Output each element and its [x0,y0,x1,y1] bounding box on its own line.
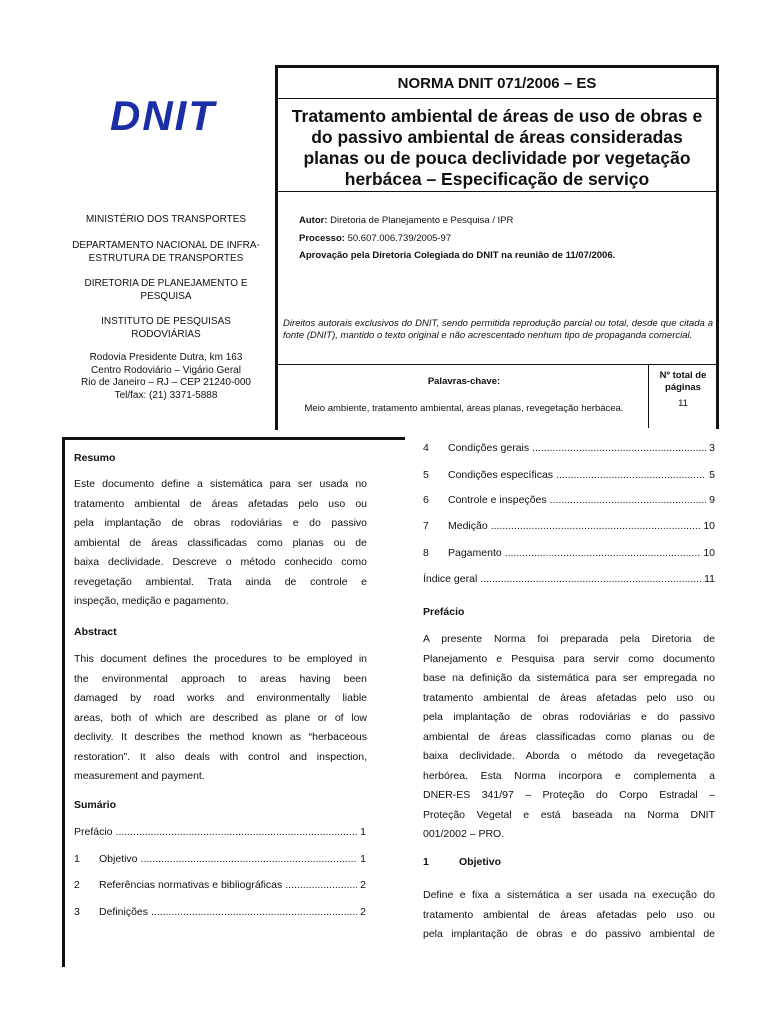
divider [648,365,649,428]
text-line: páginas [665,382,701,393]
total-pages-value: 11 [678,398,688,409]
toc-item-condicoes-gerais[interactable] [423,442,715,454]
toc-page-number: 2 [360,879,366,891]
text-line: inspeção, medição e pagamento. [74,595,229,607]
divider [278,364,716,365]
text-line: measurement and payment. [74,770,205,782]
text-line: damaged by road works and environmentally liable [74,692,367,704]
prefacio-heading: Prefácio [423,606,465,618]
text-line: DEPARTAMENTO NACIONAL DE INFRA- [72,240,260,251]
text-line: areas, both of which are described as plane or of low [74,711,367,724]
text-line: Rio de Janeiro – RJ – CEP 21240-000 [81,377,251,388]
text-line: pela implantação de obras e do passivo ambiental de [423,928,715,940]
title-line: herbácea – Especificação de serviço [344,169,650,189]
dnit-logo: DNIT [110,92,216,139]
text-line: RODOVIÁRIAS [131,328,201,340]
toc-item-label: Referências normativas e bibliográficas [99,879,283,891]
toc-item-definicoes[interactable] [74,906,366,918]
toc-item-referencias[interactable] [74,879,366,891]
copyright-notice: Direitos autorais exclusivos do DNIT, sendo permitida reprodução parcial ou total, desde que citada a fonte (DNIT), mantido o texto original e não acrescentado nenhum tipo de propaganda comercial. [283,318,713,341]
toc-page-number: 10 [703,520,715,532]
keywords-label: Palavras-chave: [427,376,501,387]
toc-page-number: 10 [703,547,715,559]
toc-page-number: 2 [360,906,366,918]
toc-leader [505,547,701,559]
toc-item-label: Definições [99,906,149,918]
ministerio-label: MINISTÉRIO DOS TRANSPORTES [85,214,247,225]
resumo-text [74,475,367,612]
toc-leader [116,826,358,838]
toc-item-label: Objetivo [99,853,138,865]
text-line: INSTITUTO DE PESQUISAS [101,316,231,327]
text-line: Tel/fax: (21) 3371-5888 [114,389,218,401]
toc-item-medicao[interactable] [423,520,715,532]
text-line: declivity. It describes the method known as “herbaceous [74,731,367,743]
toc-leader [285,879,357,891]
text-line: This document defines the procedures to be employed in [74,653,367,665]
toc-item-number: 2 [74,879,80,891]
text-line: ESTRUTURA DE TRANSPORTES [88,252,244,264]
toc-item-label: Condições gerais [448,442,530,454]
address-block [60,352,272,402]
toc-item-number: 6 [423,494,429,506]
toc-item-label: Medição [448,520,488,532]
text-line: tratamento ambiental de áreas afetadas pelo uso ou [74,497,367,510]
toc-item-label: Controle e inspeções [448,494,547,506]
toc-page-number: 5 [709,469,715,481]
objetivo-text [423,886,715,945]
text-line: Nº total de [659,370,707,381]
toc-item-label: Pagamento [448,547,502,559]
text-line: base na definição da sistemática para ser empregada no [423,672,715,684]
keywords-text: Meio ambiente, tratamento ambiental, áreas planas, revegetação herbácea. [304,403,624,414]
diretoria-label [60,278,272,303]
sumario-heading: Sumário [74,799,117,811]
text-line: PESQUISA [140,290,192,302]
toc-item-number: 5 [423,469,429,481]
divider [278,191,716,192]
toc-leader [141,853,358,865]
toc-item-number: 7 [423,520,429,532]
text-line: Proteção Vegetal e está baseada na Norma DNIT [423,808,715,821]
toc-item-controle[interactable] [423,494,715,506]
toc-leader [480,573,701,585]
abstract-heading: Abstract [74,626,117,638]
toc-leader [556,469,706,481]
toc-leader [491,520,701,532]
text-line: pela implantação de obras rodoviárias e do passivo [74,517,367,529]
title-line: Tratamento ambiental de áreas de uso de obras e [291,106,703,126]
text-line: DNER-ES 341/97 – Proteção do Corpo Estradal – [423,789,715,801]
text-line: Planejamento e Pesquisa para servir como documento [423,652,715,665]
text-line: Centro Rodoviário – Vigário Geral [91,364,241,376]
text-line: baixa declividade. Descreve o método conhecido como [74,556,367,568]
toc-item-label: Condições específicas [448,469,554,481]
objetivo-heading: Objetivo [459,856,502,868]
text-line: Este documento define a sistemática para ser usada no [74,478,367,490]
toc-leader [151,906,357,918]
toc-leader [550,494,707,506]
toc-page-number: 9 [709,494,715,506]
document-title [280,106,714,190]
text-line: DIRETORIA DE PLANEJAMENTO E [84,278,248,289]
toc-item-label: Prefácio [74,826,113,838]
autor-line [299,215,513,227]
norma-number: NORMA DNIT 071/2006 – ES [397,75,597,92]
body-frame-left [62,437,65,967]
text-line: tratamento ambiental de áreas afetadas pelo uso ou [423,908,715,921]
toc-item-objetivo[interactable] [74,853,366,865]
title-line: do passivo ambiental de áreas consideradas [311,127,683,147]
text-line: tratamento ambiental de áreas afetadas pelo uso ou [423,691,715,704]
toc-item-number: 8 [423,547,429,559]
body-frame-top [62,437,405,440]
text-line: 001/2002 – PRO. [423,828,505,840]
aprovacao-line: Aprovação pela Diretoria Colegiada do DNIT na reunião de 11/07/2006. [299,250,616,261]
toc-page-number: 11 [704,573,715,585]
text-line: baixa declividade. Aborda o método da revegetação [423,750,715,762]
toc-item-condicoes-especificas[interactable] [423,469,715,481]
departamento-label [60,240,272,265]
abstract-text [74,650,367,787]
autor-value: Diretoria de Planejamento e Pesquisa / IPR [330,215,514,226]
divider [278,98,716,99]
header-frame-top [275,65,719,68]
total-pages-label [650,370,716,394]
text-line: Rodovia Presidente Dutra, km 163 [89,352,243,363]
text-line: pela implantação de obras rodoviárias e do passivo [423,711,715,723]
toc-item-prefacio[interactable] [74,826,366,838]
text-line: revegetação ambiental. Trata ainda de controle e [74,575,367,588]
text-line: the environmental approach to areas having been [74,672,367,685]
title-line: planas ou de pouca declividade por vegetação [303,148,691,168]
toc-item-number: 4 [423,442,429,454]
toc-leader [532,442,706,454]
text-line: ambiental de áreas classificadas como planas ou de [423,730,715,743]
processo-value: 50.607.006.739/2005-97 [347,233,452,244]
header-frame-right [716,65,719,429]
toc-item-label: Índice geral [423,573,478,585]
toc-page-number: 3 [709,442,715,454]
toc-item-indice-geral[interactable] [423,573,715,585]
prefacio-text [423,630,715,845]
instituto-label [60,316,272,341]
text-line: ambiental de áreas classificadas como planas ou de [74,536,367,549]
toc-item-number: 3 [74,906,80,918]
text-line: Define e fixa a sistemática a ser usada na execução do [423,889,715,901]
toc-item-pagamento[interactable] [423,547,715,559]
text-line: herbórea. Esta Norma incorpora e complementa a [423,769,715,782]
processo-line [299,233,451,245]
objetivo-number: 1 [423,856,429,868]
header-frame-left [275,65,278,430]
processo-label: Processo: [299,233,345,244]
autor-label: Autor: [299,215,328,226]
resumo-heading: Resumo [74,452,116,464]
toc-item-number: 1 [74,853,80,865]
toc-page-number: 1 [360,853,366,865]
toc-page-number: 1 [360,826,366,838]
text-line: A presente Norma foi preparada pela Diretoria de [423,633,715,645]
text-line: restoration”. It also deals with control and inspection, [74,750,367,763]
